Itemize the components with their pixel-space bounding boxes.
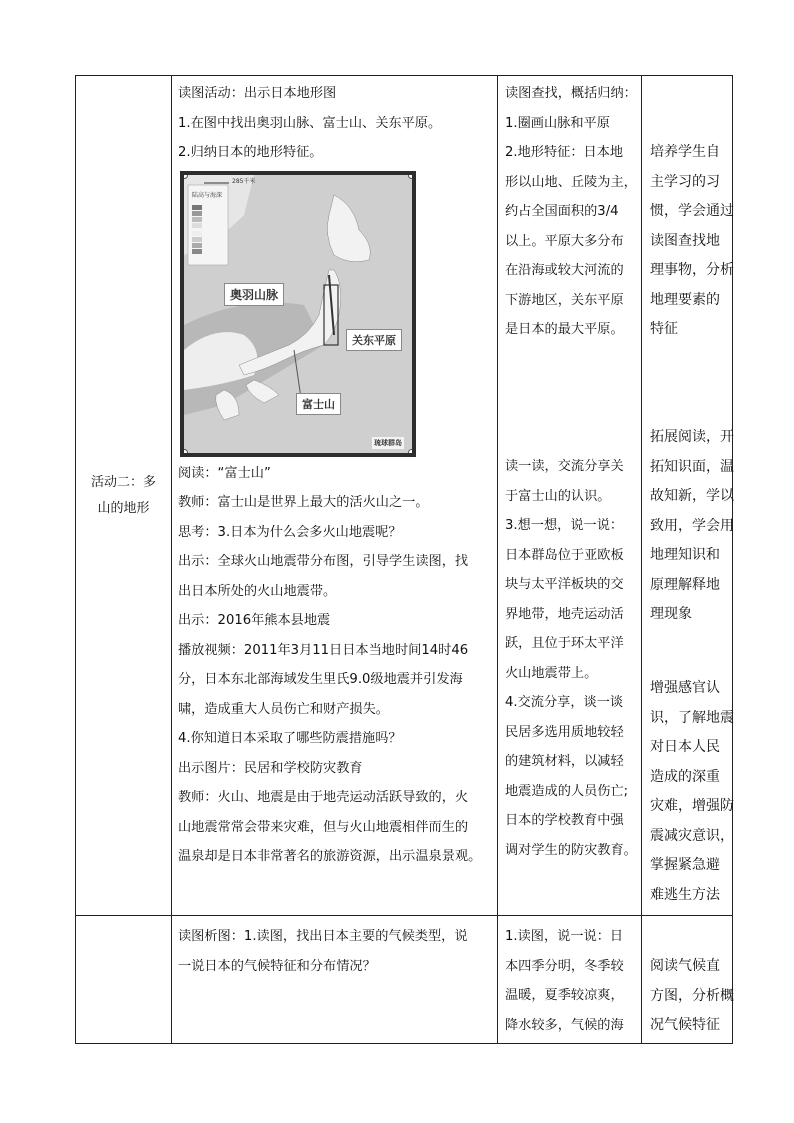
text-line: 出日本所处的火山地震带。	[178, 583, 337, 599]
text-line: 1.读图，说一说：日	[505, 929, 624, 944]
text-line: 识，了解地震	[650, 709, 734, 726]
text-line: 1.圈画山脉和平原	[505, 115, 610, 131]
text-line: 读图查找地	[650, 232, 720, 249]
text-line: 温泉却是日本非常著名的旅游资源，出示温泉景观。	[178, 849, 482, 864]
design-intent-cell-c	[642, 674, 732, 910]
text-line: 阅读气候直	[650, 958, 720, 974]
resize-handle[interactable]	[181, 449, 188, 456]
text-line: 民居多选用质地较轻	[505, 724, 624, 740]
text-line: 教师：火山、地震是由于地壳运动活跃导致的，火	[178, 790, 469, 805]
text-line: 方图，分析概	[650, 987, 734, 1004]
text-line: 在沿海或较大河流的	[505, 263, 624, 278]
text-line: 特征	[650, 321, 678, 337]
text-line: 读图析图：1.读图，找出日本主要的气候类型，说	[178, 929, 468, 944]
text-line: 地震造成的人员伤亡;	[505, 783, 629, 799]
student-activity-cell-b	[498, 452, 641, 865]
map-legend-title: 陆高与海深	[192, 191, 223, 199]
text-line: 灾难，增强防	[650, 798, 734, 814]
text-line: 致用，学会用	[650, 517, 734, 534]
text-line: 日本群岛位于亚欧板	[505, 547, 624, 563]
text-line: 阅读：“富士山”	[178, 465, 271, 481]
text-line: 下游地区，关东平原	[505, 292, 624, 308]
text-line: 分，日本东北部海域发生里氏9.0级地震并引发海	[178, 672, 463, 687]
text-line: 读图查找，概括归纳：	[505, 86, 637, 101]
text-line: 对日本人民	[650, 739, 720, 755]
resize-handle[interactable]	[408, 449, 415, 456]
design-intent-cell-a	[642, 138, 732, 345]
text-line: 教师：富士山是世界上最大的活火山之一。	[178, 495, 429, 510]
text-line: 是日本的最大平原。	[505, 322, 624, 337]
lesson-plan-table	[75, 75, 733, 1044]
student-activity-part-b	[505, 452, 637, 865]
text-line: 播放视频：2011年3月11日日本当地时间14时46	[178, 642, 469, 658]
row2-student-text	[505, 922, 637, 1040]
text-line: 2.归纳日本的地形特征。	[178, 145, 323, 160]
text-line: 读图活动：出示日本地形图	[178, 86, 337, 101]
row2-teacher-text	[178, 922, 491, 981]
text-line: 跃，且位于环太平洋	[505, 636, 624, 651]
text-line: 4.你知道日本采取了哪些防震措施吗？	[178, 731, 402, 746]
text-line: 温暖，夏季较凉爽，	[505, 988, 624, 1003]
text-line: 4.交流分享，谈一谈	[505, 695, 624, 710]
design-intent-part-b	[650, 423, 734, 630]
text-line: 啸，造成重大人员伤亡和财产损失。	[178, 701, 389, 717]
text-line: 出示：全球火山地震带分布图，引导学生读图，找	[178, 554, 469, 569]
text-line: 日本的学校教育中强	[505, 813, 624, 828]
text-line: 约占全国面积的3/4	[505, 204, 619, 219]
map-label-kanto-plain: 关东平原	[346, 329, 402, 351]
row-divider	[76, 915, 732, 916]
row2-intent-cell	[642, 952, 732, 1041]
japan-terrain-map	[180, 171, 416, 457]
text-line: 拓知识面，温	[650, 458, 734, 475]
activity-label	[91, 470, 156, 522]
text-line: 山地震常常会带来灾难，但与火山地震相伴而生的	[178, 819, 469, 835]
text-line: 形以山地、丘陵为主，	[505, 174, 637, 190]
text-line: 拓展阅读，开	[650, 429, 734, 445]
text-line: 地理要素的	[650, 291, 720, 308]
text-line: 调对学生的防灾教育。	[505, 842, 637, 858]
row2-intent-text	[650, 952, 734, 1041]
teacher-activity-intro	[178, 79, 491, 168]
row2-teacher-cell	[172, 922, 497, 981]
text-line: 2.地形特征：日本地	[505, 145, 624, 160]
text-line: 降水较多，气候的海	[505, 1017, 624, 1033]
text-line: 理现象	[650, 606, 692, 622]
text-line: 造成的深重	[650, 768, 720, 785]
text-line: 震减灾意识，	[650, 827, 734, 844]
activity-label-line: 山的地形	[97, 500, 150, 516]
text-line: 掌握紧急避	[650, 857, 720, 873]
text-line: 惯，学会通过	[650, 203, 734, 219]
map-label-ou-mountains: 奥羽山脉	[224, 283, 284, 306]
row2-student-cell	[498, 922, 641, 1040]
text-line: 界地带，地壳运动活	[505, 606, 624, 622]
student-activity-part-a	[505, 79, 637, 345]
text-line: 以上。平原大多分布	[505, 233, 624, 249]
text-line: 思考：3.日本为什么会多火山地震呢？	[178, 524, 402, 540]
text-line: 读一读，交流分享关	[505, 459, 624, 474]
design-intent-part-c	[650, 674, 734, 910]
activity-label-line: 活动二：多	[90, 474, 156, 490]
text-line: 地理知识和	[650, 547, 720, 563]
design-intent-cell-b	[642, 423, 732, 630]
text-line: 原理解释地	[650, 576, 720, 593]
text-line: 的建筑材料，以减轻	[505, 754, 624, 769]
map-label-mount-fuji: 富士山	[296, 393, 341, 415]
text-line: 理事物，分析	[650, 262, 734, 278]
text-line: 故知新，学以	[650, 488, 734, 504]
text-line: 一说日本的气候特征和分布情况？	[178, 958, 376, 974]
resize-handle[interactable]	[181, 172, 188, 179]
text-line: 难逃生方法	[650, 886, 720, 903]
student-activity-cell	[498, 79, 641, 345]
teacher-activity-cell	[172, 79, 497, 872]
text-line: 本四季分明，冬季较	[505, 958, 624, 974]
text-line: 火山地震带上。	[505, 665, 598, 681]
text-line: 主学习的习	[650, 173, 720, 190]
text-line: 3.想一想，说一说：	[505, 518, 624, 533]
map-scale-label: 285千米	[232, 177, 256, 185]
teacher-activity-body	[178, 459, 491, 872]
activity-label-cell	[76, 76, 171, 915]
text-line: 出示图片：民居和学校防灾教育	[178, 760, 363, 776]
design-intent-part-a	[650, 138, 734, 345]
text-line: 培养学生自	[650, 144, 720, 160]
text-line: 增强感官认	[650, 680, 720, 696]
text-line: 于富士山的认识。	[505, 488, 611, 504]
resize-handle[interactable]	[408, 172, 415, 179]
text-line: 况气候特征	[650, 1017, 720, 1033]
text-line: 块与太平洋板块的交	[505, 577, 624, 592]
text-line: 出示：2016年熊本县地震	[178, 613, 331, 628]
text-line: 1.在图中找出奥羽山脉、富士山、关东平原。	[178, 115, 442, 131]
map-label-ryukyu: 琉球群岛	[374, 438, 402, 447]
